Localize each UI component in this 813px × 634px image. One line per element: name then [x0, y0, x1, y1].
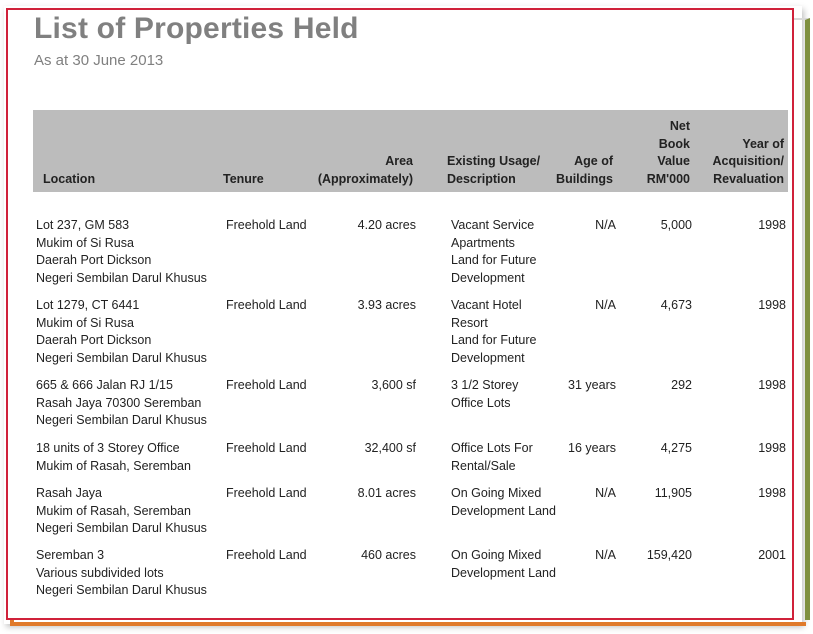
table-row-2-year: 1998: [758, 298, 786, 312]
table-row-6-year: 2001: [758, 548, 786, 562]
table-row-1-area: 4.20 acres: [357, 218, 416, 232]
table-row-4-age: 16 years: [568, 441, 616, 455]
table-row-5-location: Rasah Jaya Mukim of Rasah, Seremban Negeri Sembilan Darul Khusus: [36, 486, 207, 535]
table-row-5-net-book-value: 11,905: [654, 486, 692, 500]
table-row-3-net-book-value: 292: [671, 378, 692, 392]
table-row-6-usage: On Going Mixed Development Land: [451, 548, 556, 580]
table-row-4-net-book-value: 4,275: [660, 441, 692, 455]
header-tenure: Tenure: [223, 171, 264, 186]
table-row-5-area: 8.01 acres: [357, 486, 416, 500]
table-row-5-age: N/A: [595, 486, 616, 500]
table-row-4-tenure: Freehold Land: [226, 441, 307, 455]
table-row-3-age: 31 years: [568, 378, 616, 392]
table-row-5-tenure: Freehold Land: [226, 486, 307, 500]
table-row-3-location: 665 & 666 Jalan RJ 1/15 Rasah Jaya 70300 Seremban Negeri Sembilan Darul Khusus: [36, 378, 207, 427]
header-age: Age of Buildings: [556, 154, 613, 186]
table-row-6-area: 460 acres: [361, 548, 416, 562]
table-row-1-net-book-value: 5,000: [660, 218, 692, 232]
table-row-6-age: N/A: [595, 548, 616, 562]
table-row-6-location: Seremban 3 Various subdivided lots Negeri Sembilan Darul Khusus: [36, 548, 207, 597]
page-subtitle: As at 30 June 2013: [34, 52, 164, 69]
table-row-1-year: 1998: [758, 218, 786, 232]
table-row-2-net-book-value: 4,673: [660, 298, 692, 312]
table-row-6-net-book-value: 159,420: [646, 548, 692, 562]
table-row-2-tenure: Freehold Land: [226, 298, 307, 312]
table-row-3-year: 1998: [758, 378, 786, 392]
header-usage: Existing Usage/ Description: [447, 154, 541, 186]
header-area: Area (Approximately): [317, 154, 413, 186]
table-row-4-area: 32,400 sf: [364, 441, 416, 455]
table-row-2-area: 3.93 acres: [357, 298, 416, 312]
table-row-2-location: Lot 1279, CT 6441 Mukim of Si Rusa Daerah Port Dickson Negeri Sembilan Darul Khusus: [36, 298, 207, 365]
table-row-5-usage: On Going Mixed Development Land: [451, 486, 556, 518]
table-row-5-year: 1998: [758, 486, 786, 500]
table-row-3-area: 3,600 sf: [371, 378, 416, 392]
table-row-1-location: Lot 237, GM 583 Mukim of Si Rusa Daerah Port Dickson Negeri Sembilan Darul Khusus: [36, 218, 207, 285]
table-row-1-tenure: Freehold Land: [226, 218, 307, 232]
table-row-3-usage: 3 1/2 Storey Office Lots: [451, 378, 519, 410]
table-row-2-usage: Vacant Hotel Resort Land for Future Development: [451, 298, 537, 365]
header-location: Location: [43, 171, 96, 186]
header-year: Year of Acquisition/ Revaluation: [712, 136, 784, 186]
page-title: List of Properties Held: [34, 12, 359, 45]
table-row-1-usage: Vacant Service Apartments Land for Future Development: [451, 218, 537, 285]
table-row-6-tenure: Freehold Land: [226, 548, 307, 562]
table-row-2-age: N/A: [595, 298, 616, 312]
table-row-4-location: 18 units of 3 Storey Office Mukim of Rasah, Seremban: [36, 441, 191, 473]
table-row-4-year: 1998: [758, 441, 786, 455]
table-row-1-age: N/A: [595, 218, 616, 232]
table-row-3-tenure: Freehold Land: [226, 378, 307, 392]
table-row-4-usage: Office Lots For Rental/Sale: [451, 441, 533, 473]
header-net-book-value: Net Book Value RM'000: [646, 119, 690, 186]
